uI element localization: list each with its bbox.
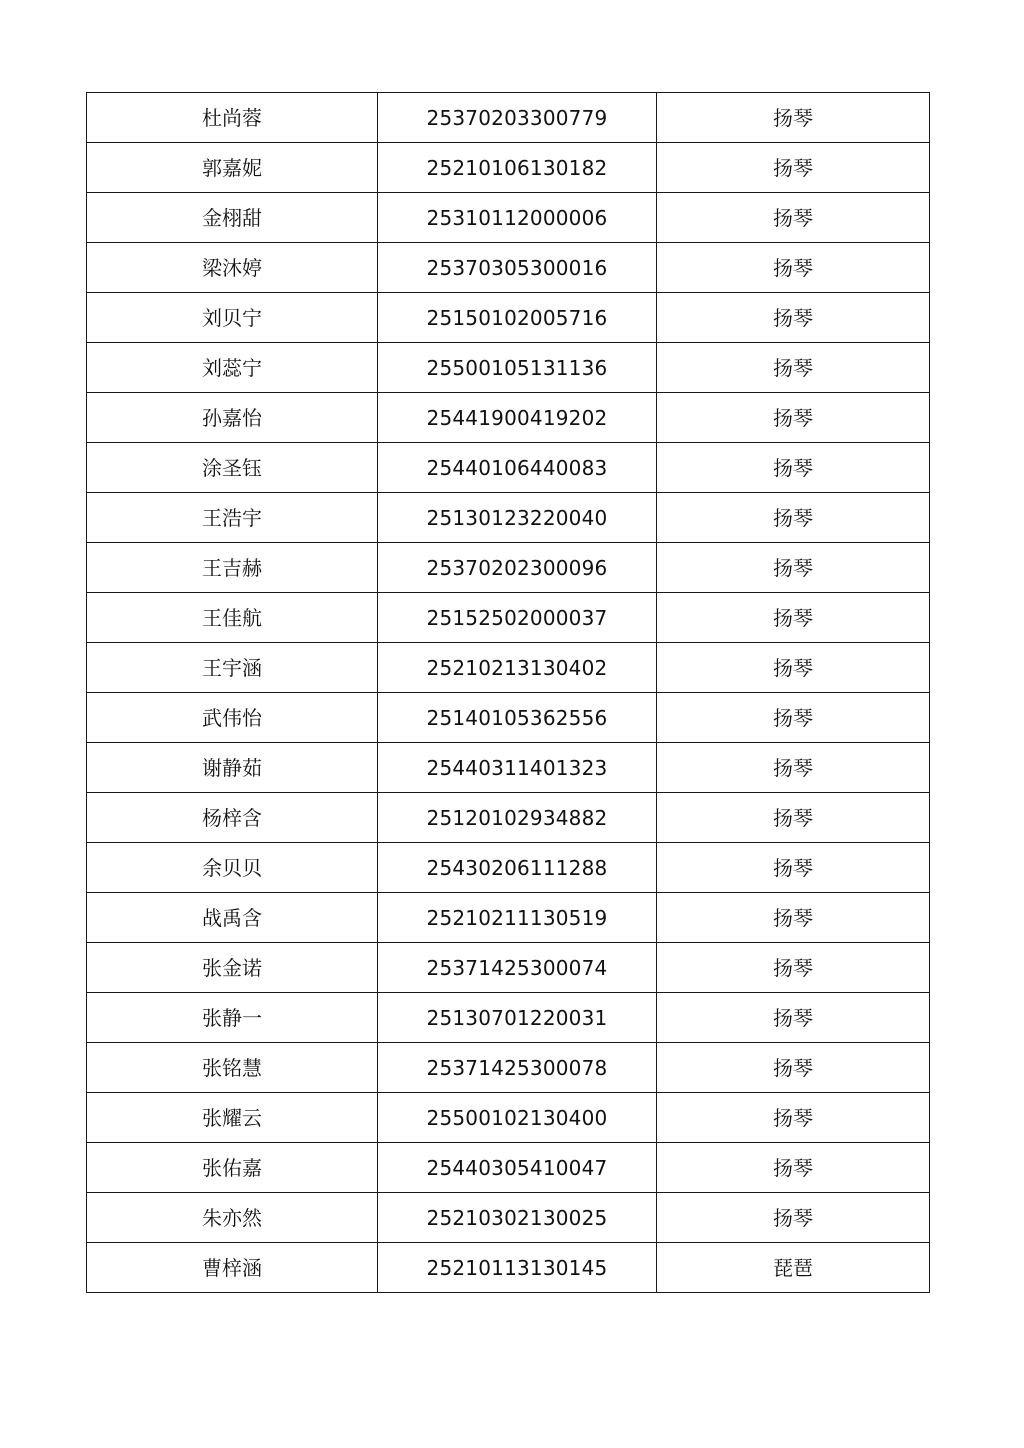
name-cell: 杨梓含	[87, 793, 378, 843]
instrument-cell: 琵琶	[657, 1243, 930, 1293]
instrument-cell: 扬琴	[657, 743, 930, 793]
instrument-cell: 扬琴	[657, 493, 930, 543]
document-page	[86, 92, 929, 1293]
table-row	[87, 1143, 930, 1193]
instrument-cell: 扬琴	[657, 693, 930, 743]
name-cell: 金栩甜	[87, 193, 378, 243]
id-cell: 25210213130402	[378, 643, 657, 693]
table-row	[87, 1043, 930, 1093]
name-cell: 刘蕊宁	[87, 343, 378, 393]
id-cell: 25500102130400	[378, 1093, 657, 1143]
table-row	[87, 143, 930, 193]
instrument-cell: 扬琴	[657, 1193, 930, 1243]
table-row	[87, 393, 930, 443]
instrument-cell: 扬琴	[657, 143, 930, 193]
id-cell: 25130123220040	[378, 493, 657, 543]
name-cell: 张静一	[87, 993, 378, 1043]
table-row	[87, 893, 930, 943]
id-cell: 25152502000037	[378, 593, 657, 643]
name-cell: 涂圣钰	[87, 443, 378, 493]
id-cell: 25210211130519	[378, 893, 657, 943]
name-cell: 梁沐婷	[87, 243, 378, 293]
table-row	[87, 443, 930, 493]
name-cell: 孙嘉怡	[87, 393, 378, 443]
id-cell: 25210113130145	[378, 1243, 657, 1293]
name-cell: 杜尚蓉	[87, 93, 378, 143]
instrument-cell: 扬琴	[657, 343, 930, 393]
id-cell: 25370203300779	[378, 93, 657, 143]
instrument-cell: 扬琴	[657, 293, 930, 343]
name-cell: 刘贝宁	[87, 293, 378, 343]
id-cell: 25130701220031	[378, 993, 657, 1043]
instrument-cell: 扬琴	[657, 943, 930, 993]
table-row	[87, 493, 930, 543]
instrument-cell: 扬琴	[657, 893, 930, 943]
instrument-cell: 扬琴	[657, 1043, 930, 1093]
instrument-cell: 扬琴	[657, 93, 930, 143]
table-row	[87, 93, 930, 143]
table-row	[87, 793, 930, 843]
table-row	[87, 943, 930, 993]
name-cell: 谢静茹	[87, 743, 378, 793]
instrument-cell: 扬琴	[657, 1093, 930, 1143]
table-row	[87, 693, 930, 743]
instrument-cell: 扬琴	[657, 993, 930, 1043]
id-cell: 25440305410047	[378, 1143, 657, 1193]
id-cell: 25441900419202	[378, 393, 657, 443]
table-row	[87, 243, 930, 293]
table-row	[87, 1193, 930, 1243]
table-row	[87, 593, 930, 643]
table-row	[87, 343, 930, 393]
id-cell: 25370305300016	[378, 243, 657, 293]
name-cell: 武伟怡	[87, 693, 378, 743]
name-cell: 郭嘉妮	[87, 143, 378, 193]
name-cell: 张铭慧	[87, 1043, 378, 1093]
instrument-cell: 扬琴	[657, 393, 930, 443]
table-row	[87, 643, 930, 693]
id-cell: 25440106440083	[378, 443, 657, 493]
name-cell: 张金诺	[87, 943, 378, 993]
id-cell: 25500105131136	[378, 343, 657, 393]
id-cell: 25371425300078	[378, 1043, 657, 1093]
name-cell: 张佑嘉	[87, 1143, 378, 1193]
name-cell: 战禹含	[87, 893, 378, 943]
table-row	[87, 1243, 930, 1293]
table-row	[87, 543, 930, 593]
table-row	[87, 993, 930, 1043]
roster-table-body	[87, 93, 930, 1293]
instrument-cell: 扬琴	[657, 1143, 930, 1193]
name-cell: 王吉赫	[87, 543, 378, 593]
table-row	[87, 1093, 930, 1143]
id-cell: 25430206111288	[378, 843, 657, 893]
table-row	[87, 193, 930, 243]
id-cell: 25210106130182	[378, 143, 657, 193]
id-cell: 25440311401323	[378, 743, 657, 793]
id-cell: 25310112000006	[378, 193, 657, 243]
id-cell: 25120102934882	[378, 793, 657, 843]
id-cell: 25140105362556	[378, 693, 657, 743]
name-cell: 曹梓涵	[87, 1243, 378, 1293]
instrument-cell: 扬琴	[657, 443, 930, 493]
instrument-cell: 扬琴	[657, 593, 930, 643]
instrument-cell: 扬琴	[657, 793, 930, 843]
id-cell: 25370202300096	[378, 543, 657, 593]
id-cell: 25210302130025	[378, 1193, 657, 1243]
name-cell: 王宇涵	[87, 643, 378, 693]
instrument-cell: 扬琴	[657, 843, 930, 893]
instrument-cell: 扬琴	[657, 193, 930, 243]
instrument-cell: 扬琴	[657, 643, 930, 693]
name-cell: 王浩宇	[87, 493, 378, 543]
roster-table	[86, 92, 930, 1293]
table-row	[87, 843, 930, 893]
name-cell: 余贝贝	[87, 843, 378, 893]
table-row	[87, 743, 930, 793]
name-cell: 朱亦然	[87, 1193, 378, 1243]
instrument-cell: 扬琴	[657, 543, 930, 593]
table-row	[87, 293, 930, 343]
id-cell: 25150102005716	[378, 293, 657, 343]
id-cell: 25371425300074	[378, 943, 657, 993]
instrument-cell: 扬琴	[657, 243, 930, 293]
name-cell: 王佳航	[87, 593, 378, 643]
name-cell: 张耀云	[87, 1093, 378, 1143]
